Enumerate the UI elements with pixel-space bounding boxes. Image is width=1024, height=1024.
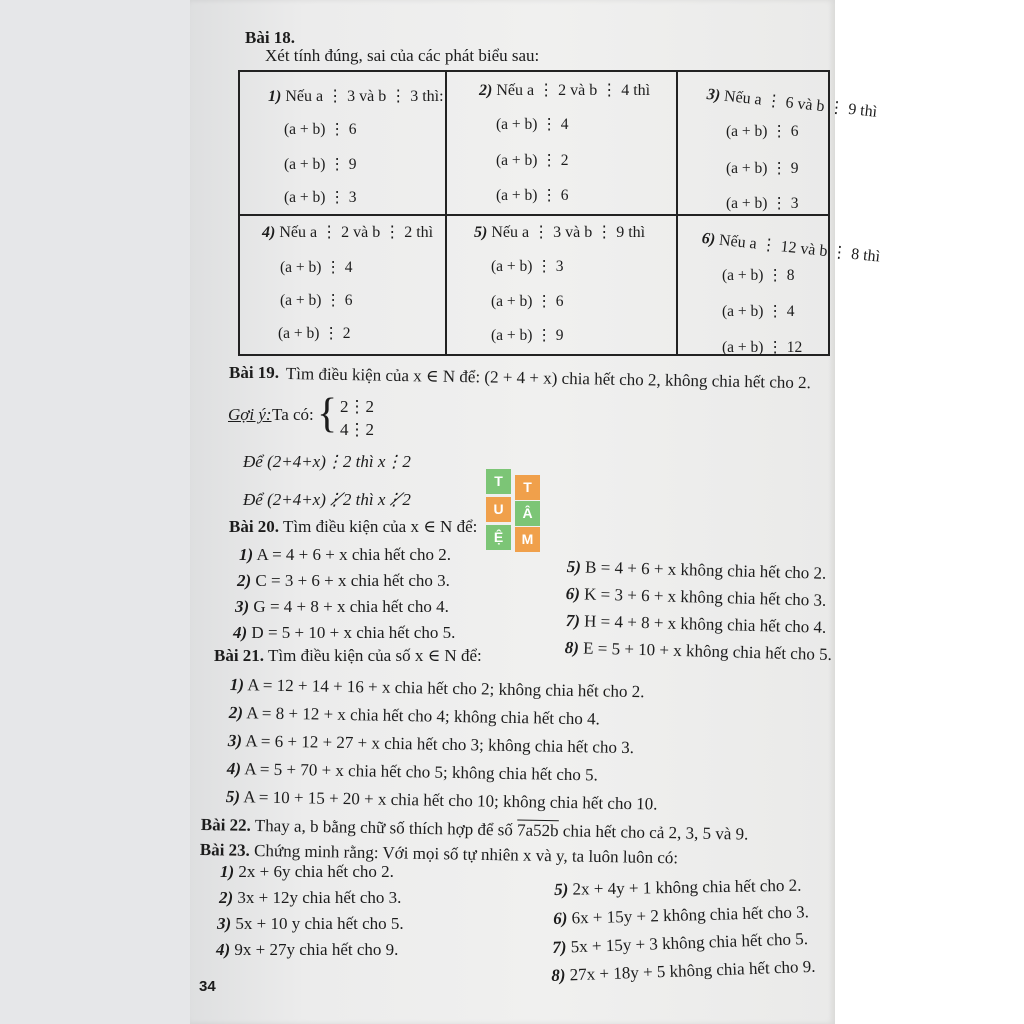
page-number: 34 — [199, 978, 216, 995]
table-cell-6-line-2: (a + b) ⋮ 4 — [722, 303, 795, 320]
table-cell-4-line-2: (a + b) ⋮ 6 — [280, 292, 353, 309]
hint-line-1: Để (2+4+x)⋮2 thì x⋮2 — [243, 452, 411, 471]
table-cell-5-header: 5) Nếu a ⋮ 3 và b ⋮ 9 thì — [474, 224, 646, 241]
bai23-item: 3) 5x + 10 y chia hết cho 5. — [217, 914, 404, 933]
bai20-item: 2) C = 3 + 6 + x chia hết cho 3. — [237, 571, 450, 590]
bai23-item: 5) 2x + 4y + 1 không chia hết cho 2. — [554, 875, 802, 899]
table-cell-2-line-2: (a + b) ⋮ 2 — [496, 152, 569, 169]
bai20-item: 4) D = 5 + 10 + x chia hết cho 5. — [233, 623, 456, 642]
table-cell-3-line-3: (a + b) ⋮ 3 — [726, 195, 799, 212]
table-cell-3 — [676, 78, 878, 216]
bai19-title: Bài 19. — [229, 363, 280, 382]
watermark-letter: T — [515, 475, 540, 500]
brace-icon: { — [317, 391, 338, 437]
table-cell-3-line-1: (a + b) ⋮ 6 — [726, 123, 799, 140]
table-cell-2-line-1: (a + b) ⋮ 4 — [496, 116, 569, 133]
watermark-letter: U — [486, 497, 511, 522]
bai23-item: 1) 2x + 6y chia hết cho 2. — [220, 862, 394, 881]
bai20-item: 1) A = 4 + 6 + x chia hết cho 2. — [239, 545, 451, 564]
bai21-item: 2) A = 8 + 12 + x chia hết cho 4; không chia hết cho 4. — [228, 703, 601, 729]
bai21-item: 1) A = 12 + 14 + 16 + x chia hết cho 2; không chia hết cho 2. — [229, 675, 645, 702]
background-left — [0, 0, 192, 1024]
bai23-item: 2) 3x + 12y chia hết cho 3. — [219, 888, 402, 907]
table-cell-5-line-2: (a + b) ⋮ 6 — [491, 293, 564, 310]
table-cell-2-line-3: (a + b) ⋮ 6 — [496, 187, 569, 204]
table-cell-6 — [676, 220, 881, 356]
bai21-item: 4) A = 5 + 70 + x chia hết cho 5; không chia hết cho 5. — [226, 759, 599, 785]
bai18-title: Bài 18. — [245, 28, 296, 47]
overlined-number: 7a52b — [516, 820, 559, 841]
table-cell-5-line-1: (a + b) ⋮ 3 — [491, 258, 564, 275]
table-cell-6-line-3: (a + b) ⋮ 12 — [722, 339, 803, 356]
table-cell-1-line-2: (a + b) ⋮ 9 — [284, 156, 357, 173]
hint-line-2: Để (2+4+x)⋮̸2 thì x⋮̸2 — [243, 490, 411, 509]
table-cell-1-line-1: (a + b) ⋮ 6 — [284, 121, 357, 138]
table-cell-3-line-2: (a + b) ⋮ 9 — [726, 160, 799, 177]
table-cell-6-line-1: (a + b) ⋮ 8 — [722, 267, 795, 284]
table-cell-1-line-3: (a + b) ⋮ 3 — [284, 189, 357, 206]
bai23-item: 8) 27x + 18y + 5 không chia hết cho 9. — [551, 956, 816, 985]
table-cell-4-line-3: (a + b) ⋮ 2 — [278, 325, 351, 342]
bai21-item: 3) A = 6 + 12 + 27 + x chia hết cho 3; không chia hết cho 3. — [227, 731, 635, 758]
table-cell-2-header: 2) Nếu a ⋮ 2 và b ⋮ 4 thì — [479, 82, 651, 99]
bai23-item: 6) 6x + 15y + 2 không chia hết cho 3. — [553, 902, 810, 928]
bai20-heading: Bài 20. Tìm điều kiện của x ∈ N để: — [229, 517, 478, 536]
bai20-item: 3) G = 4 + 8 + x chia hết cho 4. — [235, 597, 449, 616]
bai23-item: 4) 9x + 27y chia hết cho 9. — [216, 940, 399, 959]
watermark-logo — [486, 469, 542, 553]
bai23-item: 7) 5x + 15y + 3 không chia hết cho 5. — [552, 929, 809, 957]
bai20-item: 7) H = 4 + 8 + x không chia hết cho 4. — [565, 611, 827, 637]
table-divider — [445, 72, 447, 354]
watermark-letter: Â — [515, 501, 540, 526]
hint-text: Ta có: — [272, 405, 314, 424]
bai20-item: 6) K = 3 + 6 + x không chia hết cho 3. — [565, 584, 827, 610]
bai21-heading: Bài 21. Tìm điều kiện của số x ∈ N để: — [214, 646, 482, 665]
bai19-text: Tìm điều kiện của x ∈ N để: (2 + 4 + x) chia hết cho 2, không chia hết cho 2. — [285, 364, 812, 393]
bai18-intro: Xét tính đúng, sai của các phát biểu sau: — [265, 46, 540, 65]
system-line-2: 4⋮2 — [340, 420, 374, 439]
background-right — [834, 0, 1024, 1024]
table-cell-1-header: 1) Nếu a ⋮ 3 và b ⋮ 3 thì: — [268, 88, 444, 105]
watermark-letter: T — [486, 469, 511, 494]
table-cell-4-header: 4) Nếu a ⋮ 2 và b ⋮ 2 thì — [262, 224, 434, 241]
bai21-item: 5) A = 10 + 15 + 20 + x chia hết cho 10; không chia hết cho 10. — [225, 787, 658, 814]
bai20-item: 5) B = 4 + 6 + x không chia hết cho 2. — [566, 557, 827, 583]
table-cell-5-line-3: (a + b) ⋮ 9 — [491, 327, 564, 344]
system-line-1: 2⋮2 — [340, 397, 374, 416]
bai23-heading: Bài 23. Chứng minh rằng: Với mọi số tự nhiên x và y, ta luôn luôn có: — [199, 840, 679, 868]
table-cell-6-header: 6) Nếu a ⋮ 12 và b ⋮ 8 thì — [701, 229, 881, 266]
table-cell-4-line-1: (a + b) ⋮ 4 — [280, 259, 353, 276]
bai20-item: 8) E = 5 + 10 + x không chia hết cho 5. — [564, 638, 833, 664]
hint-label: Gợi ý: — [228, 405, 272, 424]
watermark-letter: Ệ — [486, 525, 511, 550]
watermark-letter: M — [515, 527, 540, 552]
bai22-text: Bài 22. Thay a, b bằng chữ số thích hợp để số 7a52b chia hết cho cả 2, 3, 5 và 9. — [200, 815, 749, 844]
table-cell-3-header: 3) Nếu a ⋮ 6 và b ⋮ 9 thì — [706, 85, 878, 121]
